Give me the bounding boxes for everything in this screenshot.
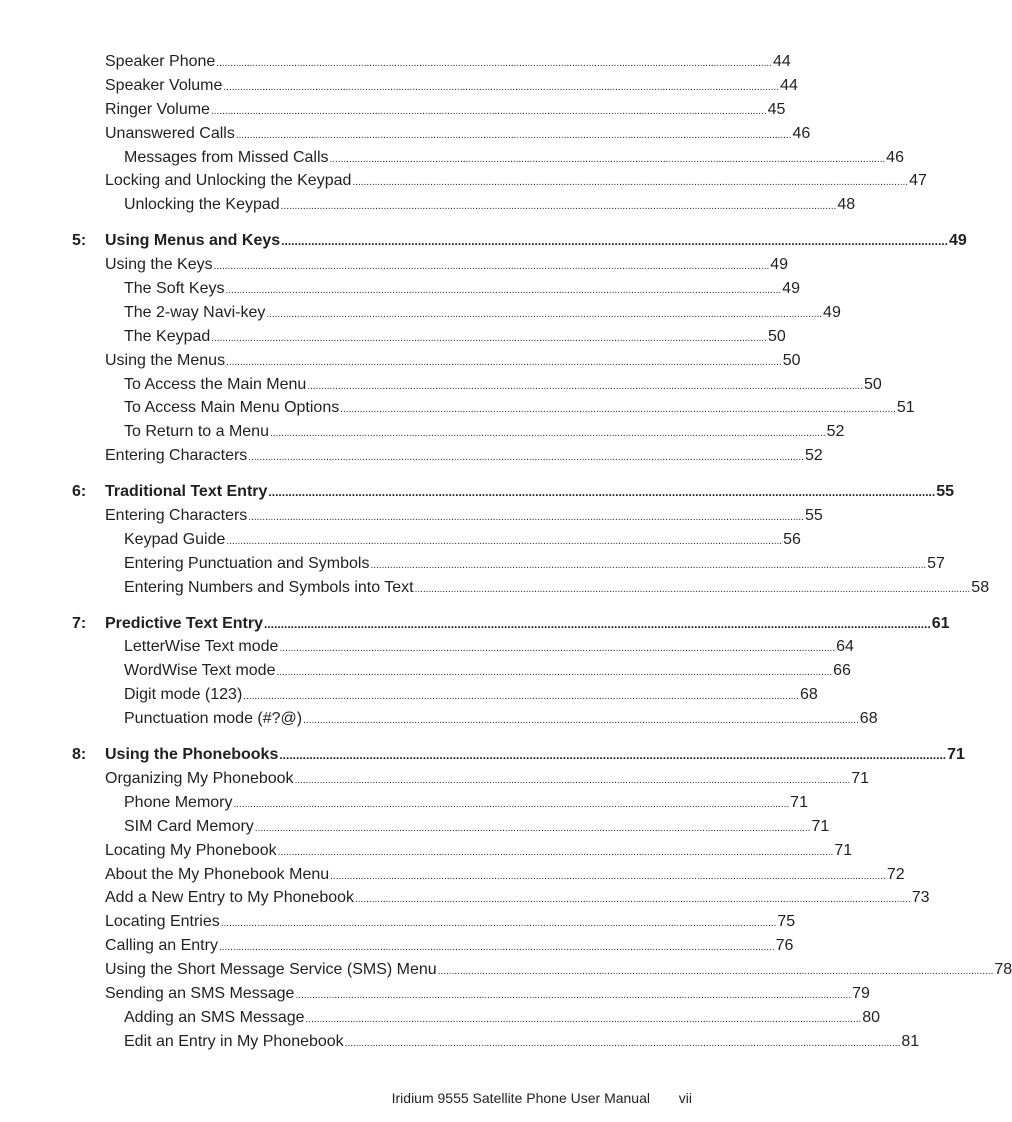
toc-chapter-entry <box>0 229 967 253</box>
toc-entry-title: To Return to a Menu <box>124 420 270 444</box>
toc-leader-dots: ........................................................................................................................................................................................................ <box>370 559 927 571</box>
toc-entry <box>0 934 794 958</box>
toc-entry <box>0 349 801 373</box>
toc-leader-dots: ........................................................................................................................................................................................................ <box>213 261 770 273</box>
toc-entry-title: Sending an SMS Message <box>105 982 295 1006</box>
toc-entry <box>0 444 823 468</box>
toc-line <box>105 122 811 148</box>
toc-entry <box>0 122 811 146</box>
toc-page-number: 52 <box>804 447 823 465</box>
toc-leader-dots: ........................................................................................................................................................................................................ <box>226 535 783 547</box>
toc-line <box>105 982 870 1008</box>
toc-leader-dots: ........................................................................................................................................................................................................ <box>437 966 994 978</box>
toc-line <box>105 767 870 793</box>
toc-entry <box>0 420 845 444</box>
toc-leader-dots: ........................................................................................................................................................................................................ <box>269 428 826 440</box>
toc-entry-title: Using the Phonebooks <box>105 743 279 767</box>
toc-entry-title: Locating Entries <box>105 910 221 934</box>
toc-entry <box>0 958 1012 982</box>
toc-entry-title: Entering Numbers and Symbols into Text <box>124 576 415 600</box>
toc-line <box>105 253 789 279</box>
toc-entry-title: Using the Short Message Service (SMS) Menu <box>105 958 438 982</box>
toc-entry-title: Predictive Text Entry <box>105 612 264 636</box>
toc-leader-dots: ........................................................................................................................................................................................................ <box>355 894 911 906</box>
toc-entry-title: Add a New Entry to My Phonebook <box>105 886 355 910</box>
toc-line <box>124 277 800 303</box>
toc-entry-title: About the My Phonebook Menu <box>105 863 330 887</box>
toc-entry-title: Using the Keys <box>105 253 214 277</box>
toc-line <box>124 528 801 554</box>
toc-page-number: 78 <box>994 961 1012 979</box>
toc-page-number: 71 <box>811 817 830 835</box>
toc-leader-dots: ........................................................................................................................................................................................................ <box>307 380 863 392</box>
toc-line <box>124 420 845 446</box>
toc-entry-title: Locating My Phonebook <box>105 839 278 863</box>
toc-page-number: 71 <box>851 769 870 787</box>
toc-entry <box>0 169 927 193</box>
toc-page-number: 75 <box>777 913 796 931</box>
toc-page-number: 80 <box>862 1008 881 1026</box>
toc-line <box>124 373 882 399</box>
toc-entry-title: Locking and Unlocking the Keypad <box>105 169 352 193</box>
toc-entry <box>0 791 808 815</box>
toc-line <box>105 934 794 960</box>
toc-line <box>105 958 1012 984</box>
toc-page-number: 64 <box>836 638 854 656</box>
toc-entry <box>0 50 791 74</box>
toc-leader-dots: ........................................................................................................................................................................................................ <box>226 356 782 368</box>
toc-entry <box>0 886 930 910</box>
toc-line <box>124 1006 881 1032</box>
toc-leader-dots: ........................................................................................................................................................................................................ <box>233 798 790 810</box>
toc-page-number: 52 <box>826 423 845 441</box>
toc-entry-title: Edit an Entry in My Phonebook <box>124 1030 345 1054</box>
toc-entry-title: SIM Card Memory <box>124 815 255 839</box>
toc-page-number: 49 <box>770 256 789 274</box>
toc-leader-dots: ........................................................................................................................................................................................................ <box>210 105 767 117</box>
toc-line <box>124 193 856 219</box>
toc-entry <box>0 576 990 600</box>
toc-entry-title: To Access the Main Menu <box>124 373 307 397</box>
toc-entry <box>0 325 786 349</box>
toc-line <box>105 98 786 124</box>
toc-entry <box>0 528 801 552</box>
toc-leader-dots: ........................................................................................................................................................................................................ <box>235 129 792 141</box>
toc-leader-dots: ........................................................................................................................................................................................................ <box>344 1037 901 1049</box>
toc-leader-dots: ........................................................................................................................................................................................................ <box>279 748 947 763</box>
toc-entry-title: Adding an SMS Message <box>124 1006 306 1030</box>
toc-leader-dots: ........................................................................................................................................................................................................ <box>225 285 782 297</box>
toc-leader-dots: ........................................................................................................................................................................................................ <box>281 234 948 249</box>
toc-entry-title: The Keypad <box>124 325 211 349</box>
toc-line <box>124 396 915 422</box>
toc-page-number: 66 <box>833 662 851 680</box>
toc-leader-dots: ........................................................................................................................................................................................................ <box>294 774 851 786</box>
toc-leader-dots: ........................................................................................................................................................................................................ <box>266 308 823 320</box>
toc-entry <box>0 767 870 791</box>
toc-page-number: 56 <box>783 530 801 548</box>
toc-chapter-number: 7: <box>72 614 87 632</box>
toc-entry <box>0 504 823 528</box>
toc-page-number: 48 <box>837 196 856 214</box>
toc-entry <box>0 635 854 659</box>
toc-page-number: 57 <box>927 554 945 572</box>
toc-entry-title: Organizing My Phonebook <box>105 767 295 791</box>
toc-leader-dots: ........................................................................................................................................................................................................ <box>414 583 971 595</box>
toc-leader-dots: ........................................................................................................................................................................................................ <box>248 512 804 524</box>
toc-page-number: 45 <box>767 100 786 118</box>
toc-entry-title: Ringer Volume <box>105 98 211 122</box>
toc-leader-dots: ........................................................................................................................................................................................................ <box>340 404 896 416</box>
toc-line <box>124 635 854 661</box>
toc-line <box>124 815 830 841</box>
toc-chapter-entry <box>0 743 965 767</box>
toc-page-number: 79 <box>852 984 870 1002</box>
toc-line <box>124 552 945 578</box>
footer-manual-title: Iridium 9555 Satellite Phone User Manual <box>391 1090 650 1106</box>
toc-page-number: 76 <box>775 937 794 955</box>
toc-entry-title: Entering Characters <box>105 504 248 528</box>
toc-entry <box>0 815 830 839</box>
toc-entry-title: Speaker Phone <box>105 50 216 74</box>
toc-line <box>105 444 823 470</box>
toc-entry-title: Keypad Guide <box>124 528 226 552</box>
toc-line <box>105 169 927 195</box>
toc-entry <box>0 98 786 122</box>
toc-entry <box>0 396 915 420</box>
toc-line <box>124 301 841 327</box>
toc-leader-dots: ........................................................................................................................................................................................................ <box>330 870 886 882</box>
toc-page-number: 55 <box>936 483 954 501</box>
toc-line <box>105 743 965 768</box>
toc-entry-title: The 2-way Navi-key <box>124 301 266 325</box>
toc-leader-dots: ........................................................................................................................................................................................................ <box>254 822 811 834</box>
toc-entry-title: Unanswered Calls <box>105 122 236 146</box>
toc-chapter-entry <box>0 612 950 636</box>
toc-entry-title: Unlocking the Keypad <box>124 193 281 217</box>
toc-page-number: 44 <box>780 76 798 94</box>
toc-line <box>105 480 954 505</box>
toc-page-number: 44 <box>772 53 791 70</box>
toc-page-number: 46 <box>886 148 904 166</box>
toc-page-number: 73 <box>911 889 930 907</box>
toc-page-number: 61 <box>931 614 950 632</box>
toc-line <box>105 863 905 889</box>
toc-leader-dots: ........................................................................................................................................................................................................ <box>218 942 775 954</box>
toc-page-number: 72 <box>886 865 905 883</box>
toc-page-number: 55 <box>804 507 823 525</box>
toc-leader-dots: ........................................................................................................................................................................................................ <box>248 452 804 464</box>
toc-line <box>124 659 851 685</box>
toc-entry <box>0 863 905 887</box>
toc-entry <box>0 910 796 934</box>
toc-entry <box>0 193 856 217</box>
toc-page-number: 68 <box>799 686 818 704</box>
toc-line <box>124 146 904 172</box>
toc-chapter-number: 6: <box>72 483 87 501</box>
toc-leader-dots: ........................................................................................................................................................................................................ <box>329 153 886 165</box>
toc-entry <box>0 552 945 576</box>
toc-entry <box>0 1030 920 1054</box>
toc-line <box>124 683 818 709</box>
toc-leader-dots: ........................................................................................................................................................................................................ <box>276 667 833 679</box>
toc-entry-title: Messages from Missed Calls <box>124 146 330 170</box>
toc-page-number: 58 <box>971 578 990 596</box>
toc-leader-dots: ........................................................................................................................................................................................................ <box>216 58 772 69</box>
toc-entry <box>0 277 800 301</box>
toc-line <box>105 839 853 865</box>
toc-entry <box>0 373 882 397</box>
toc-leader-dots: ........................................................................................................................................................................................................ <box>279 643 836 655</box>
toc-line <box>124 791 808 817</box>
toc-leader-dots: ........................................................................................................................................................................................................ <box>211 332 767 344</box>
toc-entry-title: Phone Memory <box>124 791 234 815</box>
toc-page-number: 81 <box>901 1032 920 1050</box>
toc-page-number: 47 <box>909 172 927 190</box>
toc-line <box>105 74 798 100</box>
toc-line <box>105 50 791 76</box>
toc-entry <box>0 253 789 277</box>
toc-entry-title: Punctuation mode (#?@) <box>124 707 303 731</box>
toc-entry-title: To Access Main Menu Options <box>124 396 340 420</box>
toc-page-number: 71 <box>947 746 965 764</box>
toc-page-number: 50 <box>782 351 801 369</box>
toc-page-number: 51 <box>896 399 915 417</box>
toc-entry <box>0 659 851 683</box>
toc-entry <box>0 683 818 707</box>
toc-line <box>124 1030 920 1056</box>
toc-leader-dots: ........................................................................................................................................................................................................ <box>263 616 931 631</box>
toc-leader-dots: ........................................................................................................................................................................................................ <box>223 81 780 93</box>
toc-line <box>105 349 801 375</box>
toc-leader-dots: ........................................................................................................................................................................................................ <box>268 485 936 500</box>
toc-entry-title: Using Menus and Keys <box>105 229 281 253</box>
toc-chapter-number: 5: <box>72 232 87 250</box>
toc-page-number: 50 <box>767 327 786 345</box>
toc-leader-dots: ........................................................................................................................................................................................................ <box>305 1013 862 1025</box>
toc-leader-dots: ........................................................................................................................................................................................................ <box>280 201 837 213</box>
toc-entry-title: Digit mode (123) <box>124 683 243 707</box>
toc-line <box>124 707 878 733</box>
toc-page-number: 71 <box>834 841 853 859</box>
table-of-contents <box>0 50 1012 1054</box>
toc-chapter-number: 8: <box>72 746 87 764</box>
toc-page-number: 50 <box>863 375 882 393</box>
toc-entry <box>0 146 904 170</box>
toc-entry-title: The Soft Keys <box>124 277 226 301</box>
toc-chapter-entry <box>0 480 954 504</box>
toc-entry-title: Speaker Volume <box>105 74 223 98</box>
toc-entry-title: Entering Characters <box>105 444 248 468</box>
toc-entry-title: Entering Punctuation and Symbols <box>124 552 370 576</box>
toc-line <box>105 910 796 936</box>
toc-entry-title: WordWise Text mode <box>124 659 276 683</box>
toc-entry <box>0 982 870 1006</box>
toc-entry-title: LetterWise Text mode <box>124 635 279 659</box>
toc-entry <box>0 707 878 731</box>
toc-line <box>105 886 930 912</box>
page-footer <box>0 1086 714 1110</box>
toc-page-number: 71 <box>790 793 808 811</box>
toc-line <box>124 576 990 602</box>
toc-entry <box>0 1006 881 1030</box>
toc-leader-dots: ........................................................................................................................................................................................................ <box>352 177 909 189</box>
toc-line <box>105 612 950 637</box>
footer-page-number: vii <box>678 1090 692 1106</box>
toc-line <box>105 504 823 530</box>
toc-page-number: 46 <box>792 124 811 142</box>
toc-leader-dots: ........................................................................................................................................................................................................ <box>295 989 852 1001</box>
toc-entry-title: Using the Menus <box>105 349 226 373</box>
toc-page-number: 49 <box>948 232 967 250</box>
toc-leader-dots: ........................................................................................................................................................................................................ <box>243 691 799 703</box>
toc-leader-dots: ........................................................................................................................................................................................................ <box>220 918 777 930</box>
toc-line <box>124 325 786 351</box>
toc-entry <box>0 74 798 98</box>
toc-entry <box>0 301 841 325</box>
toc-entry <box>0 839 853 863</box>
toc-leader-dots: ........................................................................................................................................................................................................ <box>303 715 859 727</box>
toc-entry-title: Traditional Text Entry <box>105 480 268 504</box>
toc-page-number: 68 <box>859 710 878 728</box>
toc-line <box>105 229 967 254</box>
toc-entry-title: Calling an Entry <box>105 934 219 958</box>
toc-page-number: 49 <box>782 280 800 298</box>
toc-leader-dots: ........................................................................................................................................................................................................ <box>277 846 834 858</box>
toc-page-number: 49 <box>823 303 841 321</box>
